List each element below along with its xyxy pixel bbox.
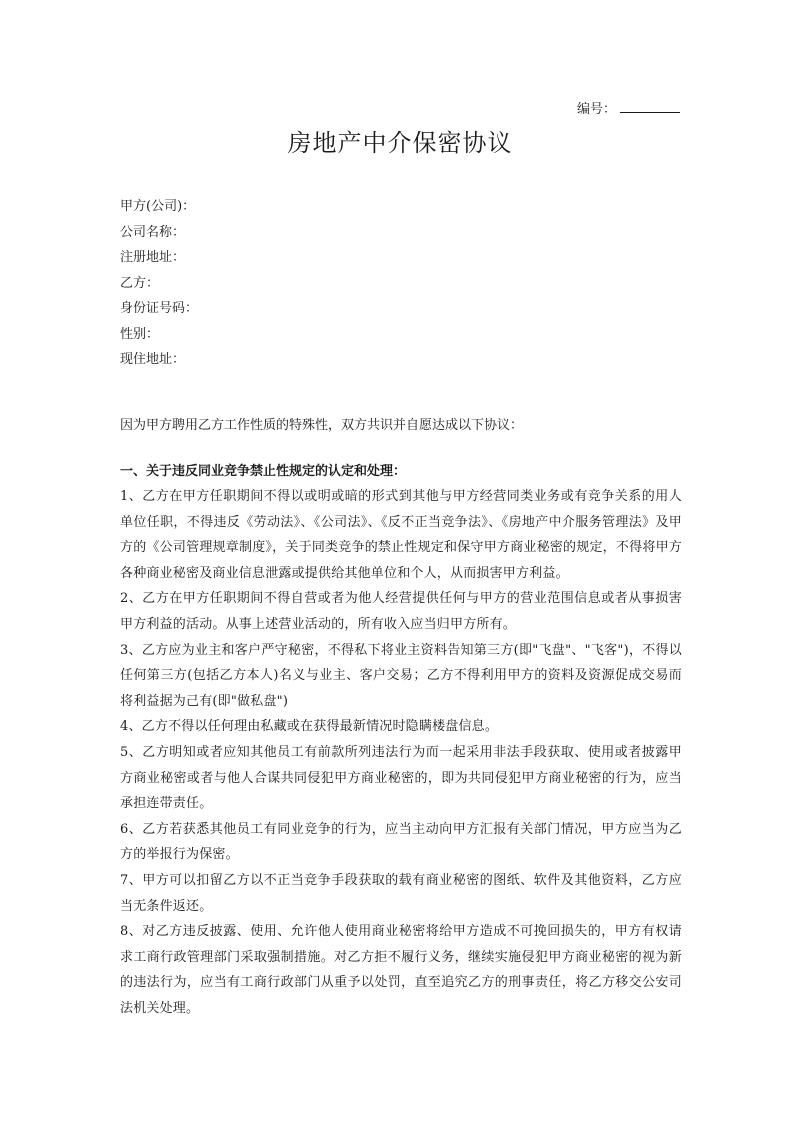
field-party-b: 乙方： (120, 275, 160, 291)
document-number-blank (620, 100, 680, 113)
field-registered-address: 注册地址： (120, 250, 186, 265)
section-heading: 一、关于违反同业竞争禁止性规定的认定和处理： (120, 464, 407, 479)
document-number-label: 编号： (576, 102, 616, 117)
clause-1: 1、乙方在甲方任职期间不得以或明或暗的形式到其他与甲方经营同类业务或有竞争关系的用人单位任职，不得违反《劳动法》、《公司法》、《反不正当竞争法》、《房地产中介服务管理法》及甲方的《公司管理规章制度》，关于同类竞争的禁止性规定和保守甲方商业秘密的规定，不得将甲方各种商业秘密及商业信息泄露或提供给其他单位和个人，从而损害甲方利益。 (120, 489, 682, 581)
clause-3: 3、乙方应为业主和客户严守秘密，不得私下将业主资料告知第三方(即"飞盘"、"飞客")，不得以任何第三方(包括乙方本人)名义与业主、客户交易；乙方不得利用甲方的资料及资源促成交易而将利益据为己有(即"做私盘") (120, 642, 682, 709)
clause-4: 4、乙方不得以任何理由私藏或在获得最新情况时隐瞒楼盘信息。 (120, 719, 499, 735)
document-number (577, 98, 680, 117)
section-non-compete (120, 459, 682, 1021)
field-party-a: 甲方(公司)： (120, 199, 196, 214)
clause-6: 6、乙方若获悉其他员工有同业竞争的行为，应当主动向甲方汇报有关部门情况，甲方应当为乙方的举报行为保密。 (120, 821, 682, 863)
clause-5: 5、乙方明知或者应知其他员工有前款所列违法行为而一起采用非法手段获取、使用或者披露甲方商业秘密或者与他人合谋共同侵犯甲方商业秘密的，即为共同侵犯甲方商业秘密的行为，应当承担连带责任。 (120, 744, 682, 812)
party-fields (120, 194, 198, 373)
clause-8: 8、对乙方违反披露、使用、允许他人使用商业秘密将给甲方造成不可挽回损失的，甲方有权请求工商行政管理部门采取强制措施。对乙方拒不履行义务，继续实施侵犯甲方商业秘密的视为新的违法行为，应当有工商行政部门从重予以处罚，直至追究乙方的刑事责任，将乙方移交公安司法机关处理。 (120, 924, 682, 1016)
clause-2: 2、乙方在甲方任职期间不得自营或者为他人经营提供任何与甲方的营业范围信息或者从事损害甲方利益的活动。从事上述营业活动的，所有收入应当归甲方所有。 (120, 591, 682, 632)
field-current-address: 现住地址： (120, 352, 186, 367)
field-id-number: 身份证号码： (120, 301, 199, 316)
clause-7: 7、甲方可以扣留乙方以不正当竞争手段获取的载有商业秘密的图纸、软件及其他资料，乙方应当无条件返还。 (120, 872, 682, 914)
field-gender: 性别： (120, 326, 160, 342)
document-title: 房地产中介保密协议 (287, 129, 513, 157)
intro-paragraph: 因为甲方聘用乙方工作性质的特殊性，双方共识并自愿达成以下协议： (120, 418, 524, 433)
field-company-name: 公司名称： (120, 224, 186, 240)
